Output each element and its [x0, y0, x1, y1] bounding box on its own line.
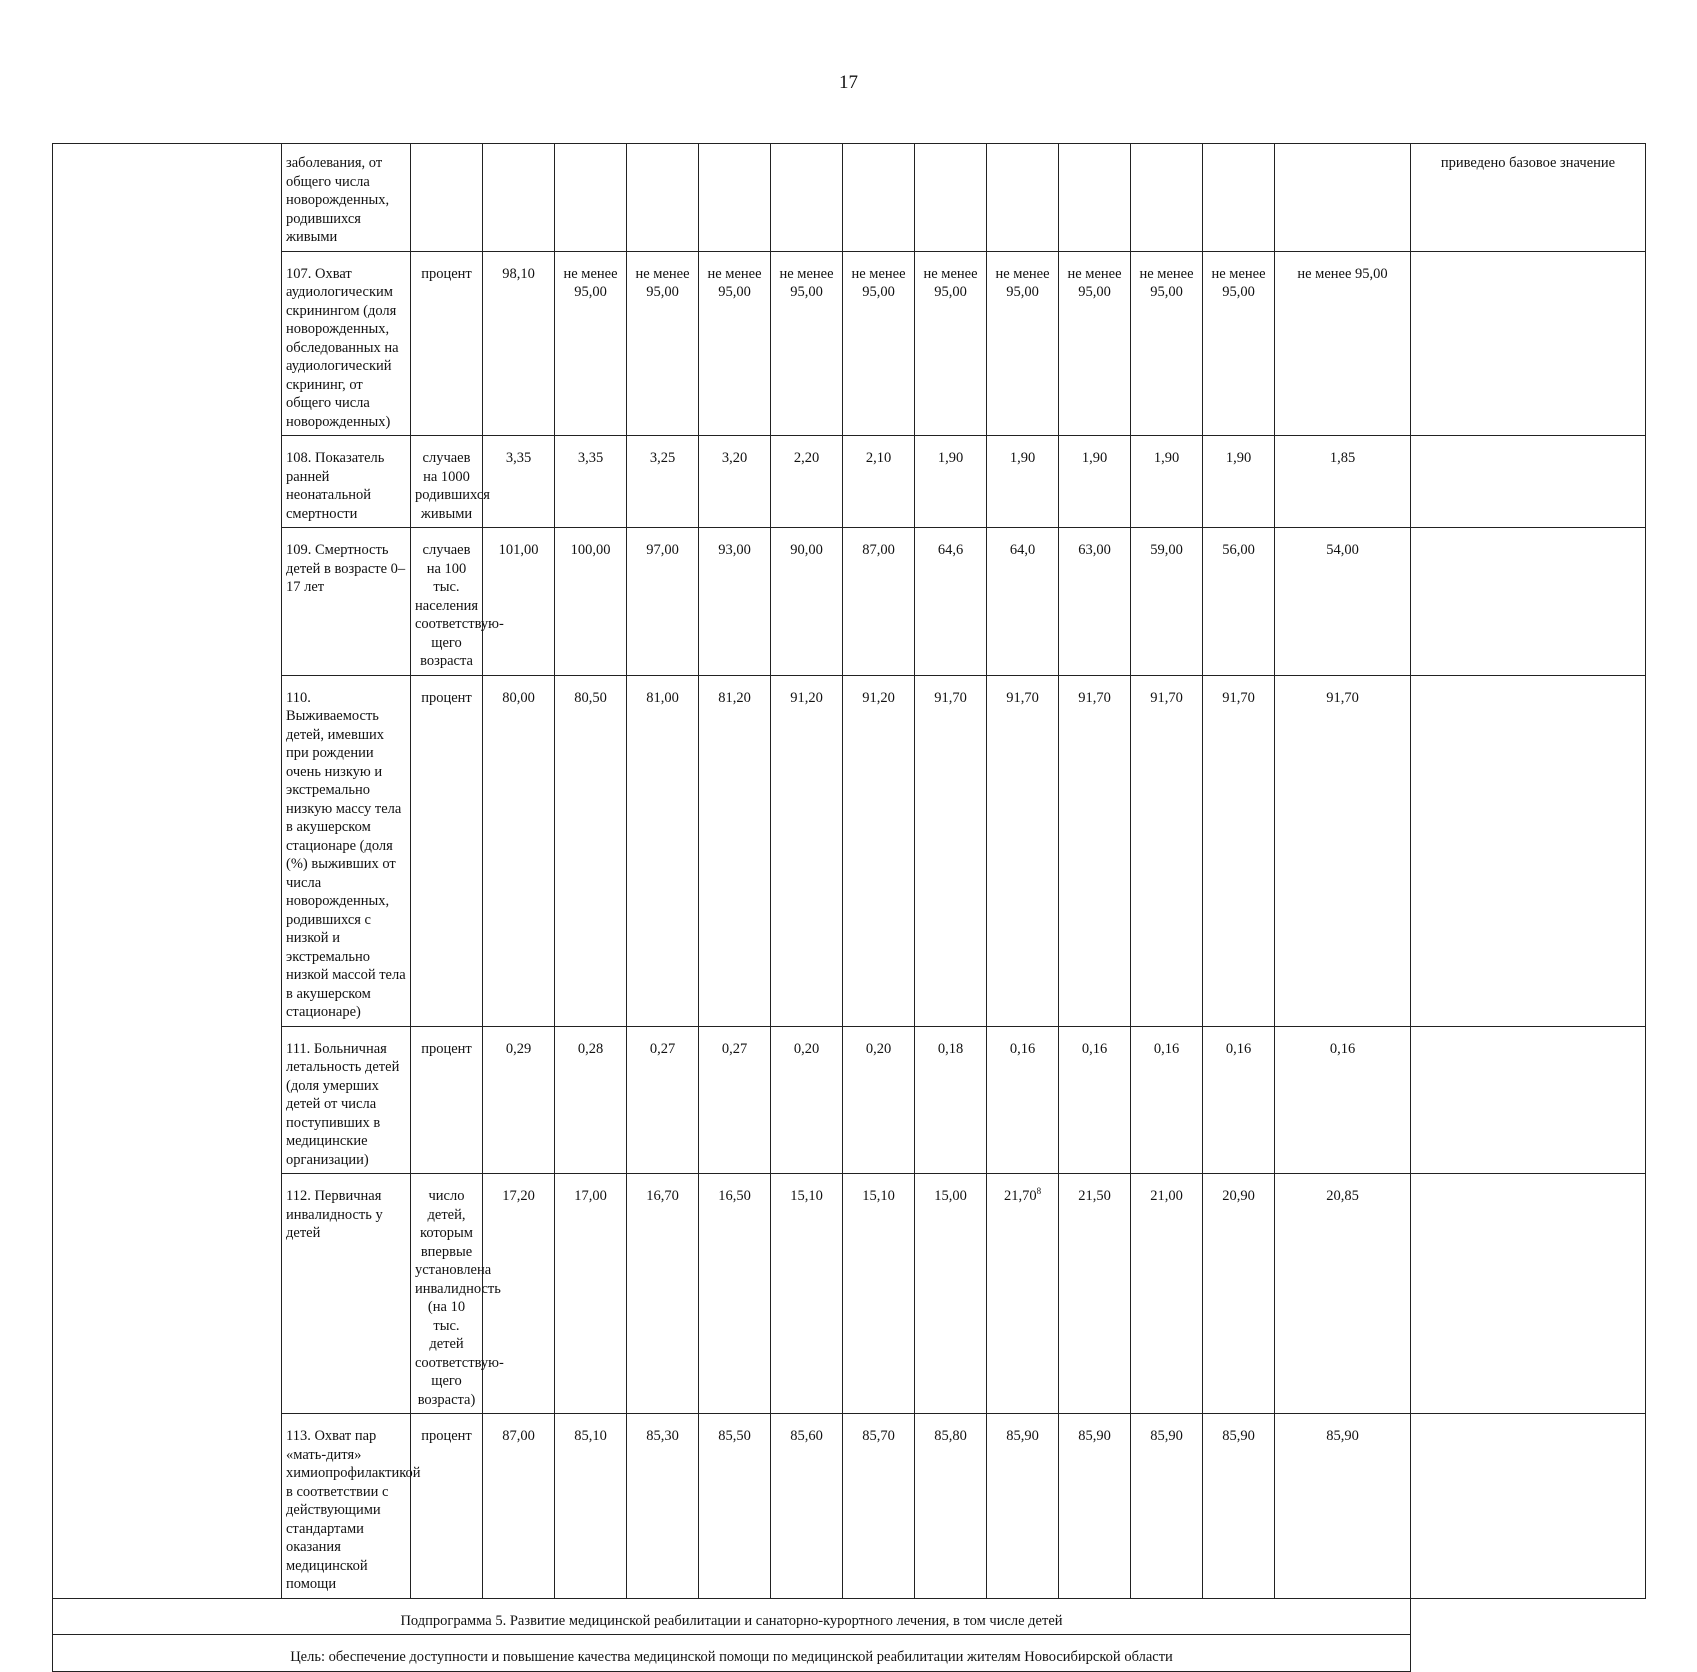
- value-cell: [699, 1026, 771, 1174]
- page-number: 17: [839, 72, 858, 93]
- value-cell: [1059, 528, 1131, 676]
- value-text: 0,27: [721, 1040, 748, 1057]
- value-cell: [1275, 1414, 1411, 1599]
- value-text: 56,00: [1222, 542, 1255, 558]
- value-cell: [771, 1414, 843, 1599]
- value-text: 0,16: [1009, 1040, 1036, 1057]
- value-cell: [843, 1174, 915, 1414]
- value-text: 81,20: [718, 689, 751, 706]
- goal-title: Цель: обеспечение доступности и повышение качества медицинской помощи по медицинской реабилитации жителям Новосибирской области: [53, 1635, 1411, 1672]
- value-cell: [483, 1026, 555, 1174]
- value-cell: [1131, 1414, 1203, 1599]
- value-text: 85,60: [790, 1428, 823, 1444]
- value-text: 2,10: [865, 450, 892, 466]
- value-cell: [1131, 251, 1203, 436]
- value-text: 1,85: [1329, 450, 1356, 466]
- value-cell: [1059, 436, 1131, 528]
- value-cell: [987, 1026, 1059, 1174]
- indicator-name: 107. Охват аудиологическим скринингом (доля новорожденных, обследованных на аудиологический скрининг, от общего числа новорожденных): [282, 251, 411, 436]
- value-cell: [1059, 144, 1131, 252]
- value-cell: [1203, 251, 1275, 436]
- value-cell: [915, 528, 987, 676]
- value-text: 15,10: [790, 1188, 823, 1204]
- value-cell: [771, 436, 843, 528]
- value-cell: [483, 528, 555, 676]
- value-text: 64,0: [1009, 542, 1036, 558]
- value-text: 1,90: [937, 450, 964, 466]
- value-cell: [1059, 1414, 1131, 1599]
- value-cell: [699, 251, 771, 436]
- value-text: 85,90: [1006, 1428, 1039, 1444]
- value-cell: [1059, 1174, 1131, 1414]
- value-cell: [843, 675, 915, 1026]
- value-cell: [915, 1414, 987, 1599]
- value-cell: [1203, 1026, 1275, 1174]
- note-cell: приведено базовое значение: [1411, 144, 1646, 252]
- value-text: 87,00: [862, 542, 895, 558]
- value-text: 87,00: [502, 1428, 535, 1444]
- value-text: 80,00: [502, 689, 535, 706]
- value-cell: [771, 1026, 843, 1174]
- value-cell: [627, 436, 699, 528]
- value-text: 80,50: [574, 689, 607, 706]
- note-cell: [1411, 1174, 1646, 1414]
- unit-cell: процент: [411, 1414, 483, 1599]
- footnote-mark: 8: [1036, 1186, 1042, 1197]
- value-text: 101,00: [498, 542, 539, 558]
- value-cell: [1203, 675, 1275, 1026]
- value-cell: [843, 251, 915, 436]
- indicator-name: 113. Охват пар «мать-дитя» химиопрофилактикой в соответствии с действующими стандартами оказания медицинской помощи: [282, 1414, 411, 1599]
- value-text: 0,27: [649, 1040, 676, 1057]
- value-cell: [987, 1174, 1059, 1414]
- value-cell: [699, 436, 771, 528]
- value-text: 85,30: [646, 1428, 679, 1444]
- value-cell: [843, 528, 915, 676]
- value-cell: [483, 144, 555, 252]
- value-text: 20,85: [1326, 1188, 1359, 1204]
- value-cell: [1275, 436, 1411, 528]
- value-cell: [699, 144, 771, 252]
- value-text: не менее 95,00: [1211, 265, 1266, 300]
- indicators-table: [52, 143, 1646, 1672]
- value-cell: [1275, 528, 1411, 676]
- value-cell: [699, 1414, 771, 1599]
- note-cell: [1411, 528, 1646, 676]
- value-cell: [1275, 1026, 1411, 1174]
- value-cell: [915, 436, 987, 528]
- value-text: 3,25: [649, 450, 676, 466]
- value-cell: [1131, 1174, 1203, 1414]
- value-text: не менее 95,00: [707, 265, 762, 300]
- value-cell: [915, 251, 987, 436]
- subprogram-title-row: [53, 1598, 1646, 1635]
- indicator-name: 111. Больничная летальность детей (доля умерших детей от числа поступивших в медицинские организации): [282, 1026, 411, 1174]
- value-cell: [771, 675, 843, 1026]
- value-text: 15,10: [862, 1188, 895, 1204]
- value-cell: [1131, 1026, 1203, 1174]
- value-cell: [627, 1174, 699, 1414]
- value-text: 91,70: [934, 689, 967, 706]
- value-text: 100,00: [570, 542, 611, 558]
- table-row-continuation: [53, 144, 1646, 252]
- unit-cell: процент: [411, 675, 483, 1026]
- value-text: не менее 95,00: [851, 265, 906, 300]
- value-text: не менее 95,00: [1297, 265, 1388, 282]
- value-cell: [915, 1174, 987, 1414]
- value-cell: [1131, 528, 1203, 676]
- value-text: 91,20: [862, 689, 895, 706]
- value-text: 17,00: [574, 1188, 607, 1204]
- value-cell: [627, 675, 699, 1026]
- table-row: [53, 528, 1646, 676]
- value-cell: [1275, 675, 1411, 1026]
- value-cell: [699, 528, 771, 676]
- value-cell: [555, 1414, 627, 1599]
- value-cell: [987, 528, 1059, 676]
- value-cell: [555, 251, 627, 436]
- value-text: 20,90: [1222, 1188, 1255, 1204]
- value-cell: [771, 1174, 843, 1414]
- value-text: 3,20: [721, 450, 748, 466]
- value-text: не менее 95,00: [1139, 265, 1194, 300]
- value-text: не менее 95,00: [563, 265, 618, 300]
- value-cell: [1275, 251, 1411, 436]
- value-cell: [1131, 144, 1203, 252]
- value-text: не менее 95,00: [779, 265, 834, 300]
- value-text: 0,16: [1329, 1040, 1356, 1057]
- value-cell: [987, 144, 1059, 252]
- value-text: 81,00: [646, 689, 679, 706]
- value-text: 85,90: [1078, 1428, 1111, 1444]
- value-cell: [483, 1414, 555, 1599]
- value-cell: [555, 144, 627, 252]
- value-cell: [771, 251, 843, 436]
- value-text: 93,00: [718, 542, 751, 558]
- value-text: 1,90: [1009, 450, 1036, 466]
- blank-left-cell: [53, 144, 282, 1599]
- goal-title-row: [53, 1635, 1646, 1672]
- value-text: 85,80: [934, 1428, 967, 1444]
- value-text: не менее 95,00: [1067, 265, 1122, 300]
- value-cell: [555, 436, 627, 528]
- value-text: 2,20: [793, 450, 820, 466]
- value-cell: [627, 251, 699, 436]
- value-cell: [1059, 251, 1131, 436]
- note-cell: [1411, 251, 1646, 436]
- value-cell: [1203, 144, 1275, 252]
- value-cell: [483, 436, 555, 528]
- value-cell: [771, 144, 843, 252]
- value-text: не менее 95,00: [995, 265, 1050, 300]
- value-cell: [915, 144, 987, 252]
- value-cell: [1131, 675, 1203, 1026]
- value-text: 0,20: [793, 1040, 820, 1057]
- unit-cell: случаев на 100 тыс. населения соответствую-щего возраста: [411, 528, 483, 676]
- value-cell: [483, 675, 555, 1026]
- table-row: [53, 1026, 1646, 1174]
- table-row: [53, 251, 1646, 436]
- value-cell: [987, 675, 1059, 1026]
- value-text: 0,16: [1225, 1040, 1252, 1057]
- value-cell: [627, 1414, 699, 1599]
- value-text: 0,16: [1081, 1040, 1108, 1057]
- unit-cell: [411, 144, 483, 252]
- value-text: 91,70: [1150, 689, 1183, 706]
- indicator-name: заболевания, от общего числа новорожденных, родившихся живыми: [282, 144, 411, 252]
- indicator-name: 110. Выживаемость детей, имевших при рождении очень низкую и экстремально низкую массу тела в акушерском стационаре (доля (%) выживших от числа новорожденных, родившихся с низкой и экстремально низкой массой тела в акушерском стационаре): [282, 675, 411, 1026]
- value-text: 21,50: [1078, 1188, 1111, 1204]
- value-text: 16,70: [646, 1188, 679, 1204]
- unit-cell: процент: [411, 251, 483, 436]
- subprogram-title: Подпрограмма 5. Развитие медицинской реабилитации и санаторно-курортного лечения, в том числе детей: [53, 1598, 1411, 1635]
- value-cell: [843, 144, 915, 252]
- indicator-name: 112. Первичная инвалидность у детей: [282, 1174, 411, 1414]
- value-text: 21,70: [1003, 1188, 1037, 1204]
- value-text: 16,50: [718, 1188, 751, 1204]
- value-text: 0,28: [577, 1040, 604, 1057]
- value-text: 91,70: [1078, 689, 1111, 706]
- value-cell: [699, 675, 771, 1026]
- value-cell: [555, 1026, 627, 1174]
- value-cell: [483, 1174, 555, 1414]
- value-cell: [915, 1026, 987, 1174]
- value-text: 1,90: [1225, 450, 1252, 466]
- indicators-table-body: [53, 144, 1646, 1672]
- value-cell: [1203, 436, 1275, 528]
- value-cell: [1131, 436, 1203, 528]
- value-cell: [555, 528, 627, 676]
- value-text: 1,90: [1081, 450, 1108, 466]
- value-text: 90,00: [790, 542, 823, 558]
- value-cell: [699, 1174, 771, 1414]
- table-row: [53, 1174, 1646, 1414]
- value-text: 17,20: [502, 1188, 535, 1204]
- value-cell: [987, 1414, 1059, 1599]
- value-cell: [1059, 1026, 1131, 1174]
- value-cell: [1059, 675, 1131, 1026]
- value-text: 1,90: [1153, 450, 1180, 466]
- note-cell: [1411, 436, 1646, 528]
- value-text: 0,16: [1153, 1040, 1180, 1057]
- value-cell: [1275, 144, 1411, 252]
- value-text: не менее 95,00: [923, 265, 978, 300]
- value-text: 91,20: [790, 689, 823, 706]
- table-row: [53, 675, 1646, 1026]
- value-text: 64,6: [937, 542, 964, 558]
- value-cell: [987, 251, 1059, 436]
- note-cell: [1411, 675, 1646, 1026]
- value-text: 15,00: [934, 1188, 967, 1204]
- value-cell: [843, 436, 915, 528]
- value-cell: [915, 675, 987, 1026]
- value-text: не менее 95,00: [635, 265, 690, 300]
- value-cell: [627, 144, 699, 252]
- value-cell: [843, 1026, 915, 1174]
- unit-cell: случаев на 1000 родившихся живыми: [411, 436, 483, 528]
- value-text: 59,00: [1150, 542, 1183, 558]
- value-text: 85,90: [1150, 1428, 1183, 1444]
- value-text: 85,90: [1326, 1428, 1359, 1444]
- value-cell: [771, 528, 843, 676]
- value-cell: [555, 675, 627, 1026]
- value-text: 91,70: [1222, 689, 1255, 706]
- value-text: 3,35: [505, 450, 532, 466]
- value-text: 0,18: [937, 1040, 964, 1057]
- value-text: 91,70: [1326, 689, 1359, 706]
- unit-cell: число детей, которым впервые установлена инвалидность (на 10 тыс. детей соответствую-щего возраста): [411, 1174, 483, 1414]
- value-cell: [1203, 528, 1275, 676]
- value-text: 0,20: [865, 1040, 892, 1057]
- value-cell: [555, 1174, 627, 1414]
- value-cell: [1203, 1174, 1275, 1414]
- value-cell: [627, 528, 699, 676]
- value-text: 3,35: [577, 450, 604, 466]
- value-text: 85,70: [862, 1428, 895, 1444]
- value-text: 0,29: [505, 1040, 532, 1057]
- value-cell: [987, 436, 1059, 528]
- value-text: 21,00: [1150, 1188, 1183, 1204]
- value-text: 97,00: [646, 542, 679, 558]
- note-cell: [1411, 1026, 1646, 1174]
- indicator-name: 108. Показатель ранней неонатальной смертности: [282, 436, 411, 528]
- value-cell: [627, 1026, 699, 1174]
- value-text: 85,10: [574, 1428, 607, 1444]
- value-text: 85,50: [718, 1428, 751, 1444]
- value-text: 63,00: [1078, 542, 1111, 558]
- value-cell: [843, 1414, 915, 1599]
- value-text: 91,70: [1006, 689, 1039, 706]
- table-row: [53, 1414, 1646, 1599]
- unit-cell: процент: [411, 1026, 483, 1174]
- value-text: 54,00: [1326, 542, 1359, 558]
- value-cell: [1275, 1174, 1411, 1414]
- value-cell: [1203, 1414, 1275, 1599]
- value-text: 85,90: [1222, 1428, 1255, 1444]
- indicator-name: 109. Смертность детей в возрасте 0–17 лет: [282, 528, 411, 676]
- value-text: 98,10: [502, 265, 535, 282]
- note-cell: [1411, 1414, 1646, 1599]
- table-row: [53, 436, 1646, 528]
- value-cell: [483, 251, 555, 436]
